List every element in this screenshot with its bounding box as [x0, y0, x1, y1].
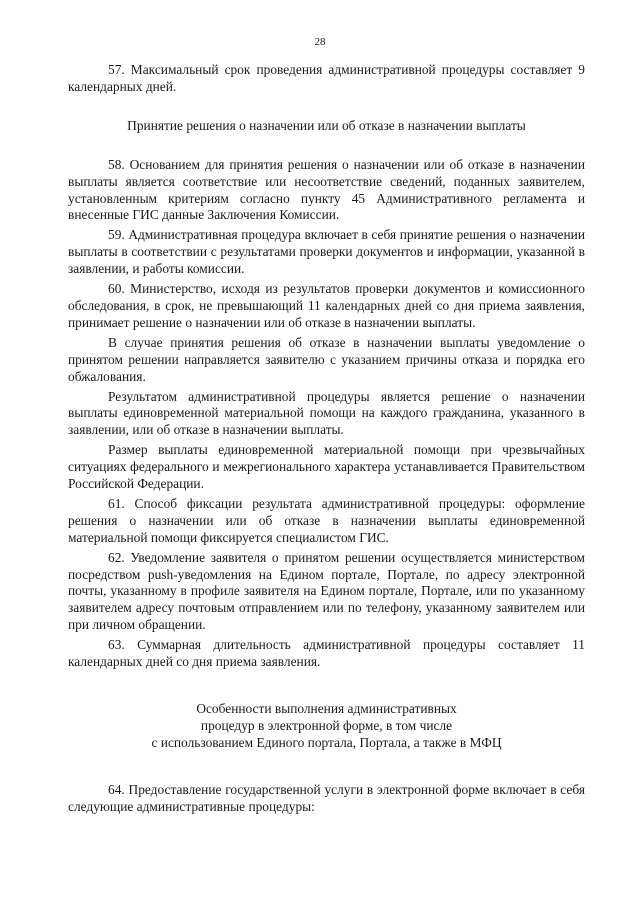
heading-line: с использованием Единого портала, Портала, а также в МФЦ	[151, 734, 502, 750]
document-body	[68, 62, 585, 819]
paragraph-61: 61. Способ фиксации результата административной процедуры: оформление решения о назначении или об отказе в назначении выплаты единовременной материальной помощи фиксируется специалистом ГИС.	[68, 495, 585, 545]
paragraph-64: 64. Предоставление государственной услуги в электронной форме включает в себя следующие административные процедуры:	[68, 781, 585, 814]
page-number: 28	[314, 36, 326, 48]
section-heading-decision: Принятие решения о назначении или об отказе в назначении выплаты	[127, 117, 526, 133]
paragraph-58: 58. Основанием для принятия решения о назначении или об отказе в назначении выплаты является соответствие или несоответствие сведений, поданных заявителем, установленным критериям согласно пункту 45 Административного регламента и внесенные ГИС данные Заключения Комиссии.	[68, 156, 585, 223]
paragraph-refusal-notice: В случае принятия решения об отказе в назначении выплаты уведомление о принятом решении направляется заявителю с указанием причины отказа и порядка его обжалования.	[68, 334, 585, 384]
paragraph-59: 59. Административная процедура включает в себя принятие решения о назначении выплаты в соответствии с результатами проверки документов и информации, указанной в заявлении, и работы комиссии.	[68, 227, 585, 277]
paragraph-procedure-result: Результатом административной процедуры является решение о назначении выплаты единовременной материальной помощи на каждого гражданина, указанного в заявлении, или об отказе в назначении выплаты.	[68, 388, 585, 438]
paragraph-payment-amount: Размер выплаты единовременной материальной помощи при чрезвычайных ситуациях федерального и межрегионального характера устанавливается Правительством Российской Федерации.	[68, 442, 585, 492]
paragraph-62: 62. Уведомление заявителя о принятом решении осуществляется министерством посредством push-уведомления на Едином портале, Портале, по адресу электронной почты, указанному в профиле заявителя на Едином портале, Портале, или по указанному заявителем адресу почтовым отправлением или по телефону, указанному заявителем или при личном обращении.	[68, 549, 585, 633]
section-heading-electronic-form	[68, 701, 585, 752]
paragraph-57: 57. Максимальный срок проведения административной процедуры составляет 9 календарных дней.	[68, 62, 585, 94]
heading-line: процедур в электронной форме, в том числе	[200, 717, 453, 733]
paragraph-63: 63. Суммарная длительность административной процедуры составляет 11 календарных дней со дня приема заявления.	[68, 637, 585, 670]
paragraph-60: 60. Министерство, исходя из результатов проверки документов и комиссионного обследования, в срок, не превышающий 11 календарных дней со дня приема заявления, принимает решение о назначении или об отказе в назначении выплаты.	[68, 281, 585, 330]
heading-line: Особенности выполнения административных	[196, 701, 457, 716]
